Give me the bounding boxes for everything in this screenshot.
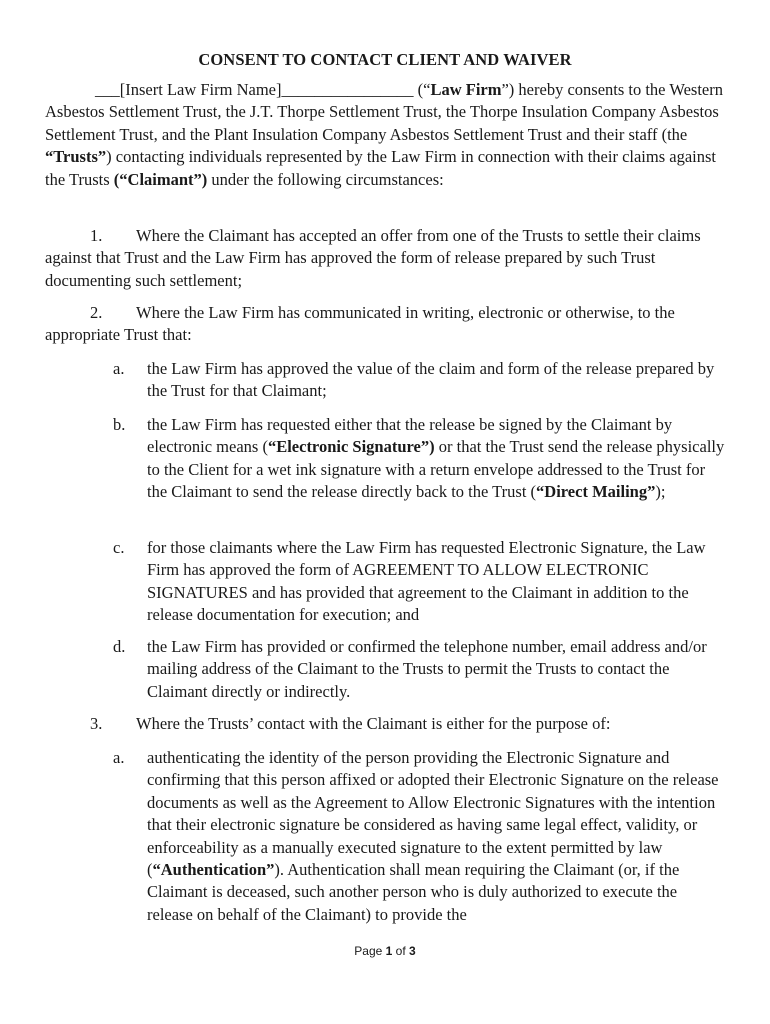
sub-item-2d-text: the Law Firm has provided or confirmed the telephone number, email address and/or mailing address of the Claimant to the Trusts to permit the Trusts to contact the Claimant directly or indirectly. xyxy=(147,637,707,701)
electronic-signature-term: “Electronic Signature”) xyxy=(267,437,435,457)
sub-item-2d-letter: d. xyxy=(113,637,126,656)
intro-paragraph xyxy=(45,79,725,191)
list-item-1-text: Where the Claimant has accepted an offer from one of the Trusts to settle their claims against that Trust and the Law Firm has approved the form of release prepared by such Trust documenting such settlement; xyxy=(45,226,701,290)
sub-item-3a-text-2: ). Authentication shall mean requiring the Claimant (or, if the Claimant is deceased, such another person who is duly authorized to execute the release on behalf of the Claimant) to provide the xyxy=(147,860,680,924)
sub-item-2b-text-1: the Law Firm has requested either that the release be signed by the Claimant by electronic means ( xyxy=(147,415,673,457)
footer-of-word: of xyxy=(392,944,410,958)
sub-item-3a-letter: a. xyxy=(113,748,125,767)
page-footer xyxy=(0,944,770,958)
sub-item-2c-text: for those claimants where the Law Firm has requested Electronic Signature, the Law Firm has approved the form of AGREEMENT TO ALLOW ELECTRONIC SIGNATURES and has provided that agreement to the Claimant in addition to the release documentation for execution; and xyxy=(147,538,706,625)
sub-item-3a-text-1: authenticating the identity of the person providing the Electronic Signature and confirming that this person affixed or adopted their Electronic Signature on the release documents as well as the Agreement to Allow Electronic Signatures with the intention that their electronic signature be considered as having same legal effect, validity, or enforceability as a manually executed signature to the extent permitted by law ( xyxy=(147,748,719,880)
list-item-3-text: Where the Trusts’ contact with the Claimant is either for the purpose of: xyxy=(136,714,611,733)
list-item-3-number: 3. xyxy=(90,714,103,733)
sub-item-2c-letter: c. xyxy=(113,538,125,557)
law-firm-term: Law Firm xyxy=(430,80,502,99)
intro-quote-open: (“ xyxy=(413,80,431,99)
direct-mailing-term: “Direct Mailing” xyxy=(536,482,656,502)
list-item-1 xyxy=(45,225,725,292)
trusts-term: “Trusts” xyxy=(45,147,107,167)
sub-item-2a-letter: a. xyxy=(113,359,125,378)
intro-blank-suffix: ________________ xyxy=(281,80,414,99)
sub-item-2b-letter: b. xyxy=(113,415,126,434)
list-item-2-number: 2. xyxy=(90,303,103,322)
intro-text-3: under the following circumstances: xyxy=(207,169,444,189)
footer-page-word: Page xyxy=(354,944,386,958)
authentication-term: “Authentication” xyxy=(152,860,275,880)
intro-blank-prefix: ___ xyxy=(95,80,120,99)
sub-item-3a-text xyxy=(147,747,727,926)
claimant-term: (“Claimant”) xyxy=(113,169,208,189)
list-item-1-number: 1. xyxy=(90,226,103,245)
sub-item-2b-text-2: or that the Trust send the release physically to the Client for a wet ink signature with a return envelope addressed to the Trust for the Claimant to send the release directly back to the Trust ( xyxy=(147,437,725,502)
list-item-2 xyxy=(45,302,725,347)
list-item-2-text: Where the Law Firm has communicated in writing, electronic or otherwise, to the appropriate Trust that: xyxy=(45,303,675,345)
law-firm-name-placeholder: [Insert Law Firm Name] xyxy=(119,80,282,99)
footer-page-number: 1 xyxy=(385,944,393,958)
sub-item-2a-text: the Law Firm has approved the value of the claim and form of the release prepared by the Trust for that Claimant; xyxy=(147,359,715,401)
intro-text-2: ) contacting individuals represented by the Law Firm in connection with their claims against the Trusts xyxy=(45,147,717,189)
document-title: CONSENT TO CONTACT CLIENT AND WAIVER xyxy=(198,50,572,69)
sub-item-2b-text xyxy=(147,414,727,504)
footer-page-total: 3 xyxy=(409,944,416,958)
sub-item-2b-text-3: ); xyxy=(655,482,666,502)
intro-text-1: ”) hereby consents to the Western Asbestos Settlement Trust, the J.T. Thorpe Settlement Trust, the Thorpe Insulation Company Asbestos Settlement Trust, and the Plant Insulation Company Asbestos Settlement Trust and their staff (the xyxy=(45,80,723,144)
